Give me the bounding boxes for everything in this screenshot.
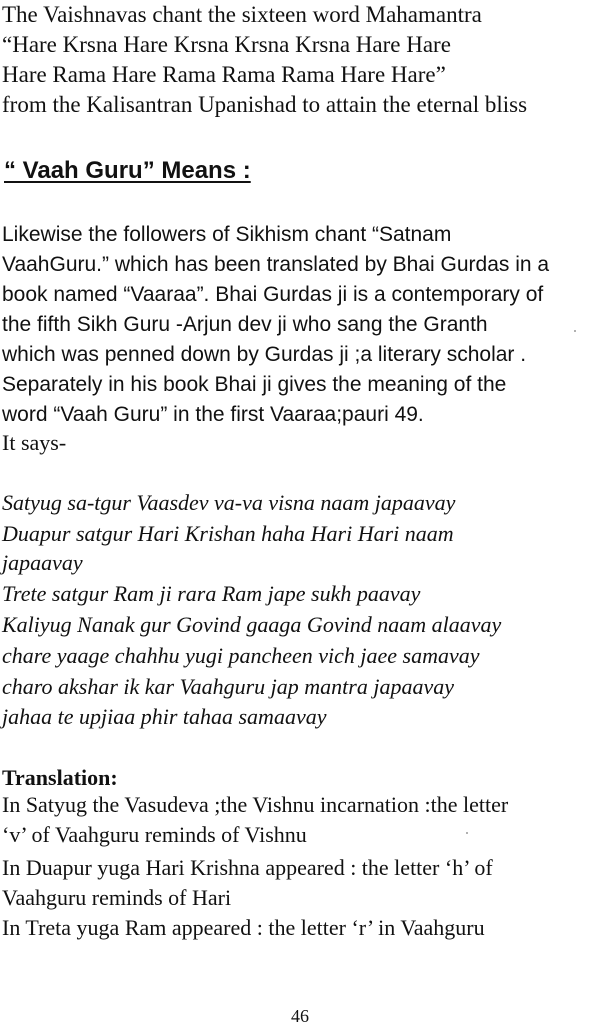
intro-line: from the Kalisantran Upanishad to attain the eternal bliss: [2, 92, 528, 117]
body-line: Separately in his book Bhai ji gives the meaning of the: [2, 373, 507, 396]
scan-speck: [466, 832, 468, 834]
verse-line: Trete satgur Ram ji rara Ram jape sukh paavay: [2, 581, 421, 606]
scan-speck: [574, 330, 576, 332]
page-number: 46: [291, 1006, 309, 1026]
translation-line: ‘v’ of Vaahguru reminds of Vishnu: [2, 822, 307, 847]
translation-heading: Translation:: [2, 765, 118, 790]
body-line: Likewise the followers of Sikhism chant “Satnam: [2, 223, 452, 246]
intro-line: The Vaishnavas chant the sixteen word Mahamantra: [2, 2, 482, 27]
body-line: which was penned down by Gurdas ji ;a literary scholar .: [2, 343, 527, 366]
body-line: word “Vaah Guru” in the first Vaaraa;pauri 49.: [2, 403, 424, 426]
body-line: the fifth Sikh Guru -Arjun dev ji who sang the Granth: [2, 313, 488, 336]
verse-line: jahaa te upjiaa phir tahaa samaavay: [2, 704, 327, 729]
verse-line: Satyug sa-tgur Vaasdev va-va visna naam japaavay: [2, 490, 456, 515]
verse-line: Duapur satgur Hari Krishan haha Hari Hari naam: [2, 521, 454, 546]
verse-line: japaavay: [2, 550, 83, 575]
translation-line: In Duapur yuga Hari Krishna appeared : the letter ‘h’ of: [2, 855, 493, 880]
translation-line: In Treta yuga Ram appeared : the letter ‘r’ in Vaahguru: [2, 915, 485, 940]
body-line: VaahGuru.” which has been translated by Bhai Gurdas in a: [2, 253, 550, 276]
intro-line: Hare Rama Hare Rama Rama Rama Hare Hare”: [2, 62, 446, 87]
it-says-line: It says-: [2, 430, 67, 455]
translation-line: In Satyug the Vasudeva ;the Vishnu incarnation :the letter: [2, 792, 509, 817]
verse-line: charo akshar ik kar Vaahguru jap mantra japaavay: [2, 674, 454, 699]
intro-line: “Hare Krsna Hare Krsna Krsna Krsna Hare Hare: [2, 32, 451, 57]
verse-line: chare yaage chahhu yugi pancheen vich jaee samavay: [2, 643, 480, 668]
translation-line: Vaahguru reminds of Hari: [2, 885, 232, 910]
body-line: book named “Vaaraa”. Bhai Gurdas ji is a contemporary of: [2, 283, 544, 306]
section-heading: “ Vaah Guru” Means :: [4, 157, 251, 184]
verse-line: Kaliyug Nanak gur Govind gaaga Govind naam alaavay: [2, 612, 502, 637]
